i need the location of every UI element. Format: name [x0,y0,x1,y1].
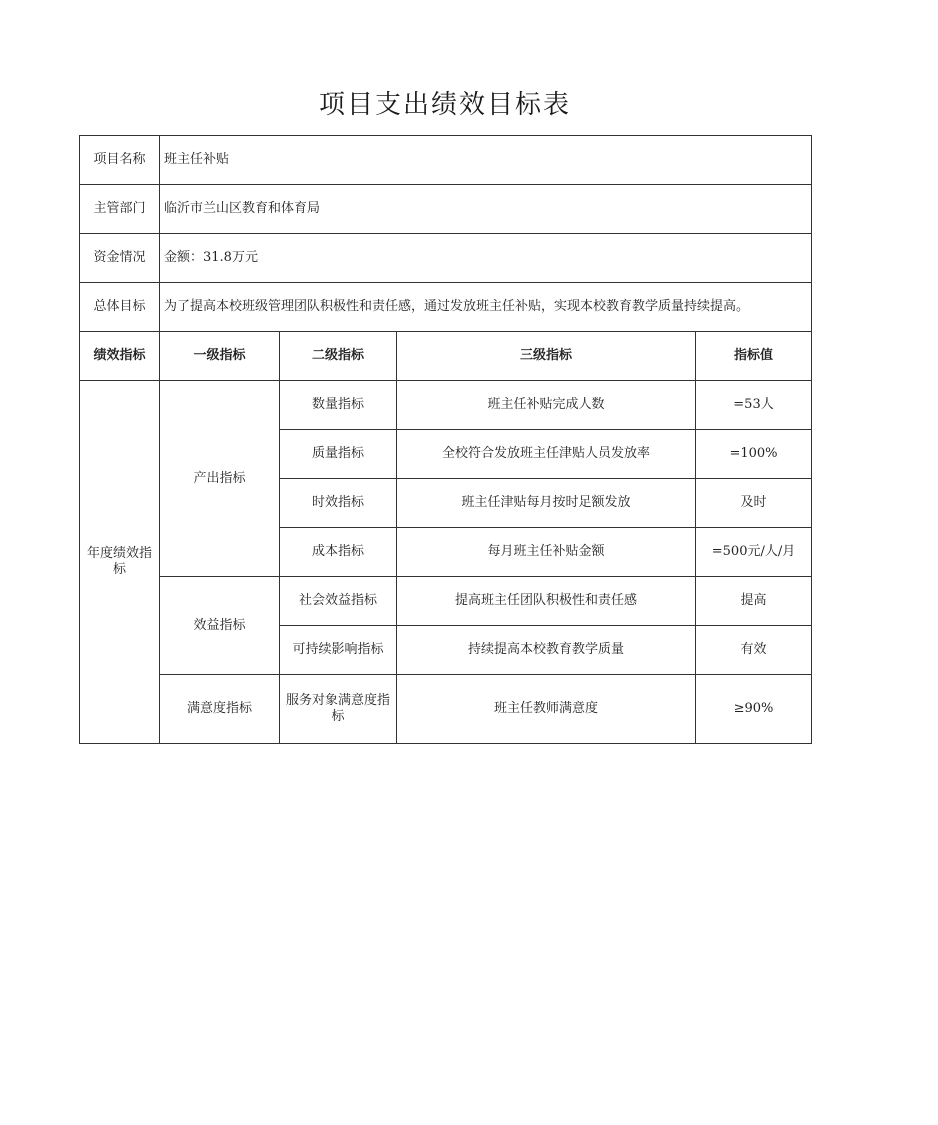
info-row-department [80,185,812,234]
funding-value: 金额：31.8万元 [160,234,812,283]
funding-label: 资金情况 [80,234,160,283]
level3-cell: 每月班主任补贴金额 [397,528,696,577]
table-row [80,381,812,430]
level2-cell: 可持续影响指标 [280,626,397,675]
overall-goal-label: 总体目标 [80,283,160,332]
target-value-cell: =53人 [696,381,812,430]
level2-cell: 社会效益指标 [280,577,397,626]
header-performance: 绩效指标 [80,332,160,381]
performance-goal-table [79,135,812,744]
level1-output: 产出指标 [160,381,280,577]
project-name-label: 项目名称 [80,136,160,185]
department-value: 临沂市兰山区教育和体育局 [160,185,812,234]
header-level3: 三级指标 [397,332,696,381]
level2-cell: 数量指标 [280,381,397,430]
target-value-cell: 提高 [696,577,812,626]
target-value-cell: 及时 [696,479,812,528]
overall-goal-value: 为了提高本校班级管理团队积极性和责任感，通过发放班主任补贴，实现本校教育教学质量持续提高。 [160,283,812,332]
level3-cell: 全校符合发放班主任津贴人员发放率 [397,430,696,479]
table-row [80,577,812,626]
page-title: 项目支出绩效目标表 [318,90,571,120]
level3-cell: 班主任教师满意度 [397,675,696,744]
target-value-cell: =100% [696,430,812,479]
info-row-project-name [80,136,812,185]
info-row-overall-goal [80,283,812,332]
target-value-cell: =500元/人/月 [696,528,812,577]
level1-satisfaction: 满意度指标 [160,675,280,744]
header-level2: 二级指标 [280,332,397,381]
level2-cell: 质量指标 [280,430,397,479]
department-label: 主管部门 [80,185,160,234]
level2-cell: 服务对象满意度指标 [280,675,397,744]
header-target-value: 指标值 [696,332,812,381]
table-row [80,675,812,744]
level2-cell: 成本指标 [280,528,397,577]
level3-cell: 班主任补贴完成人数 [397,381,696,430]
project-name-value: 班主任补贴 [160,136,812,185]
level1-benefit: 效益指标 [160,577,280,675]
table-header-row [80,332,812,381]
info-row-funding [80,234,812,283]
level3-cell: 提高班主任团队积极性和责任感 [397,577,696,626]
header-level1: 一级指标 [160,332,280,381]
level2-cell: 时效指标 [280,479,397,528]
level3-cell: 班主任津贴每月按时足额发放 [397,479,696,528]
target-value-cell: ≥90% [696,675,812,744]
target-value-cell: 有效 [696,626,812,675]
annual-performance-label: 年度绩效指标 [80,381,160,744]
level3-cell: 持续提高本校教育教学质量 [397,626,696,675]
